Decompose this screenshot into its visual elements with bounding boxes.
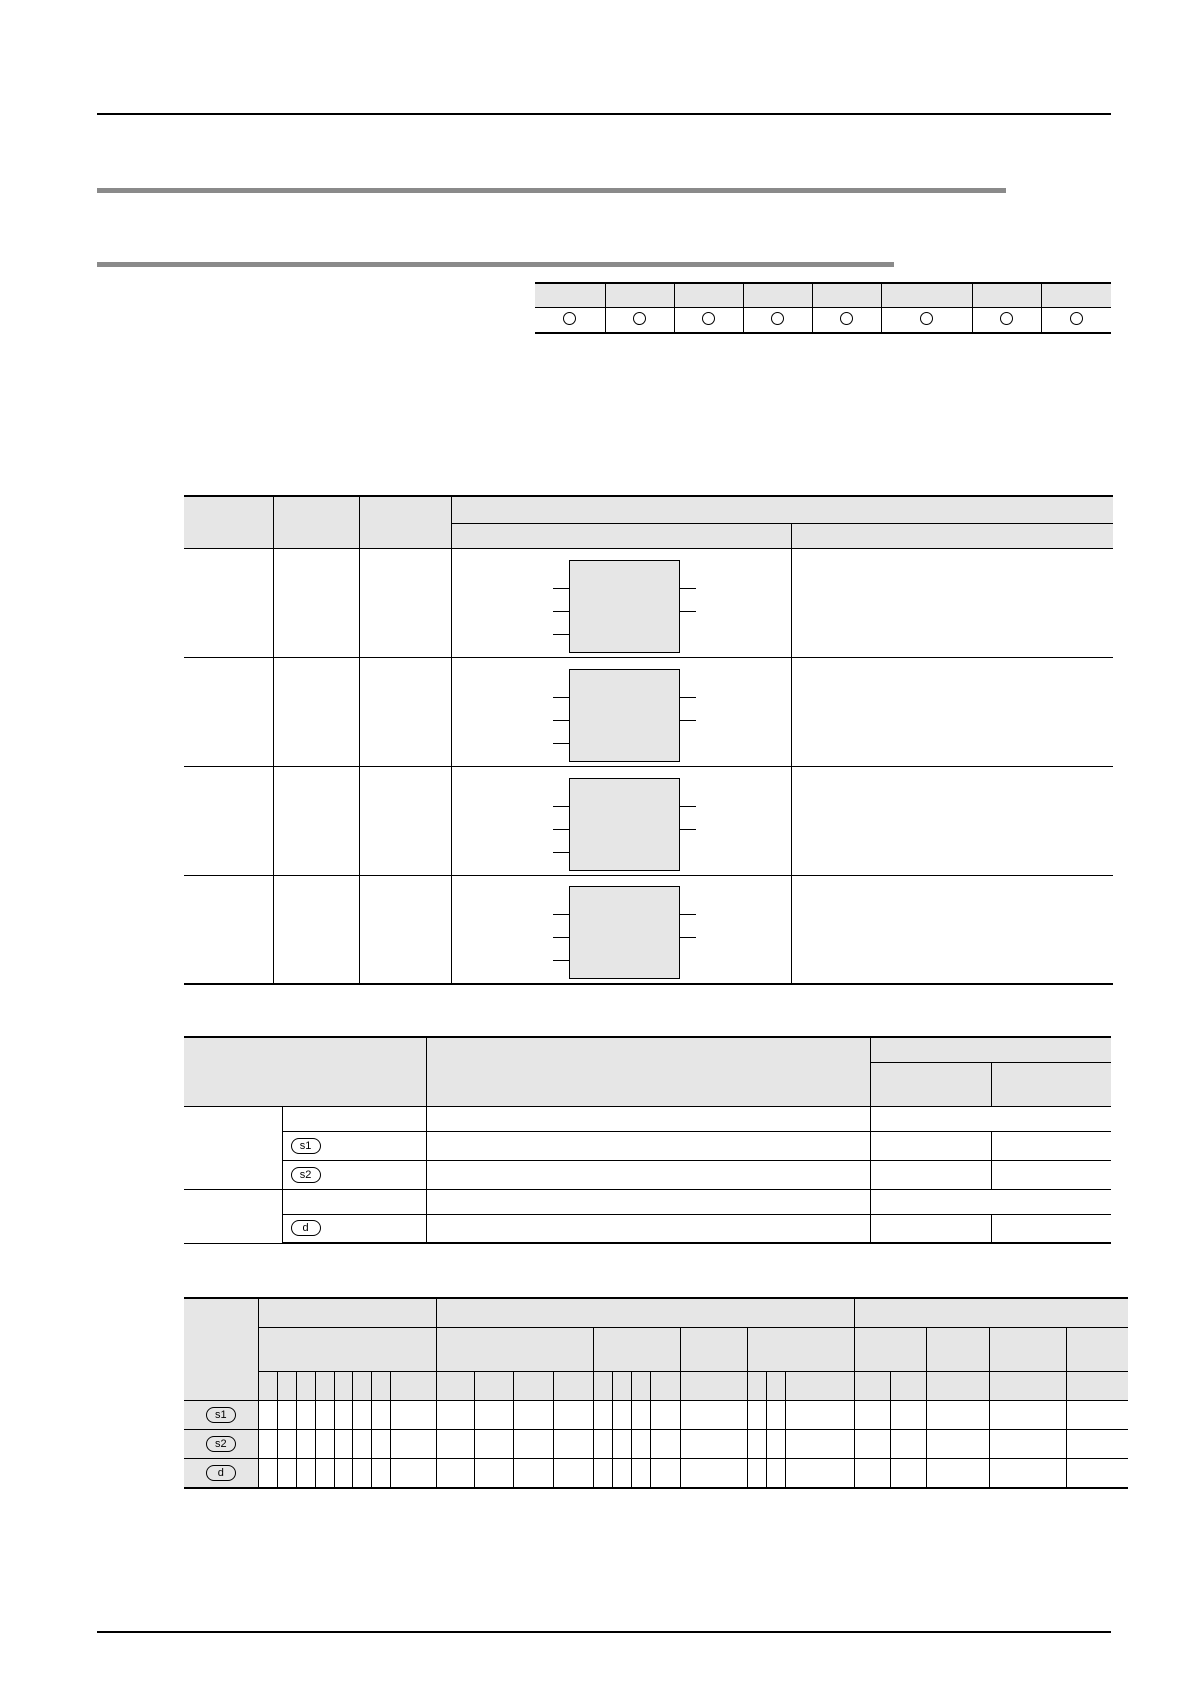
device-row-s1 xyxy=(184,1401,1128,1430)
input-pin xyxy=(553,743,569,744)
compat-col-7 xyxy=(972,283,1041,308)
operand-table xyxy=(184,1036,1111,1244)
fb-row xyxy=(184,548,1113,657)
operand-d-icon: d xyxy=(206,1465,236,1481)
device-row-s2 xyxy=(184,1430,1128,1459)
output-pin xyxy=(680,937,696,938)
function-block-box xyxy=(569,886,680,979)
input-pin xyxy=(553,960,569,961)
function-block-box xyxy=(569,778,680,871)
footer-rule xyxy=(97,1631,1111,1633)
circle-icon xyxy=(563,312,576,325)
device-header-row-1 xyxy=(184,1298,1128,1328)
input-pin xyxy=(553,611,569,612)
operand-row xyxy=(184,1106,1111,1131)
input-pin xyxy=(553,588,569,589)
compatibility-table xyxy=(535,282,1111,334)
operand-row xyxy=(184,1214,1111,1243)
fb-row xyxy=(184,766,1113,875)
compat-col-4 xyxy=(743,283,812,308)
operand-row xyxy=(184,1160,1111,1189)
fb-row xyxy=(184,875,1113,984)
operand-group-input xyxy=(184,1106,282,1189)
operand-row xyxy=(184,1189,1111,1214)
compat-col-6 xyxy=(881,283,972,308)
function-block-diagram xyxy=(536,663,706,761)
compat-col-8 xyxy=(1041,283,1111,308)
input-pin xyxy=(553,852,569,853)
output-pin xyxy=(680,697,696,698)
circle-icon xyxy=(633,312,646,325)
input-pin xyxy=(553,634,569,635)
output-pin xyxy=(680,611,696,612)
operand-s1-icon: s1 xyxy=(291,1138,321,1154)
function-block-box xyxy=(569,560,680,653)
input-pin xyxy=(553,914,569,915)
compat-col-5 xyxy=(812,283,881,308)
function-block-diagram xyxy=(536,772,706,870)
operand-s2-icon: s2 xyxy=(291,1167,321,1183)
section-rule xyxy=(97,188,1006,193)
function-block-table xyxy=(184,495,1113,985)
fb-header-row-1 xyxy=(184,496,1113,523)
function-block-diagram xyxy=(536,554,706,652)
circle-icon xyxy=(1070,312,1083,325)
subsection-rule xyxy=(97,262,894,267)
output-pin xyxy=(680,806,696,807)
device-row-d xyxy=(184,1459,1128,1489)
operand-header-row-1 xyxy=(184,1037,1111,1062)
device-table xyxy=(184,1297,1128,1489)
operand-row xyxy=(184,1131,1111,1160)
input-pin xyxy=(553,697,569,698)
input-pin xyxy=(553,720,569,721)
header-rule xyxy=(97,113,1111,115)
operand-d-icon: d xyxy=(291,1220,321,1236)
compat-col-1 xyxy=(535,283,605,308)
operand-group-output xyxy=(184,1189,282,1243)
circle-icon xyxy=(1000,312,1013,325)
device-header-row-2 xyxy=(184,1328,1128,1372)
input-pin xyxy=(553,806,569,807)
circle-icon xyxy=(840,312,853,325)
compat-col-2 xyxy=(605,283,674,308)
output-pin xyxy=(680,914,696,915)
input-pin xyxy=(553,829,569,830)
circle-icon xyxy=(771,312,784,325)
fb-row xyxy=(184,657,1113,766)
output-pin xyxy=(680,720,696,721)
circle-icon xyxy=(702,312,715,325)
input-pin xyxy=(553,937,569,938)
circle-icon xyxy=(920,312,933,325)
function-block-diagram xyxy=(536,880,706,978)
output-pin xyxy=(680,588,696,589)
device-header-row-3 xyxy=(184,1372,1128,1401)
compatibility-header-row xyxy=(535,283,1111,308)
output-pin xyxy=(680,829,696,830)
compat-col-3 xyxy=(674,283,743,308)
operand-s2-icon: s2 xyxy=(206,1436,236,1452)
compatibility-value-row xyxy=(535,308,1111,334)
function-block-box xyxy=(569,669,680,762)
operand-s1-icon: s1 xyxy=(206,1407,236,1423)
